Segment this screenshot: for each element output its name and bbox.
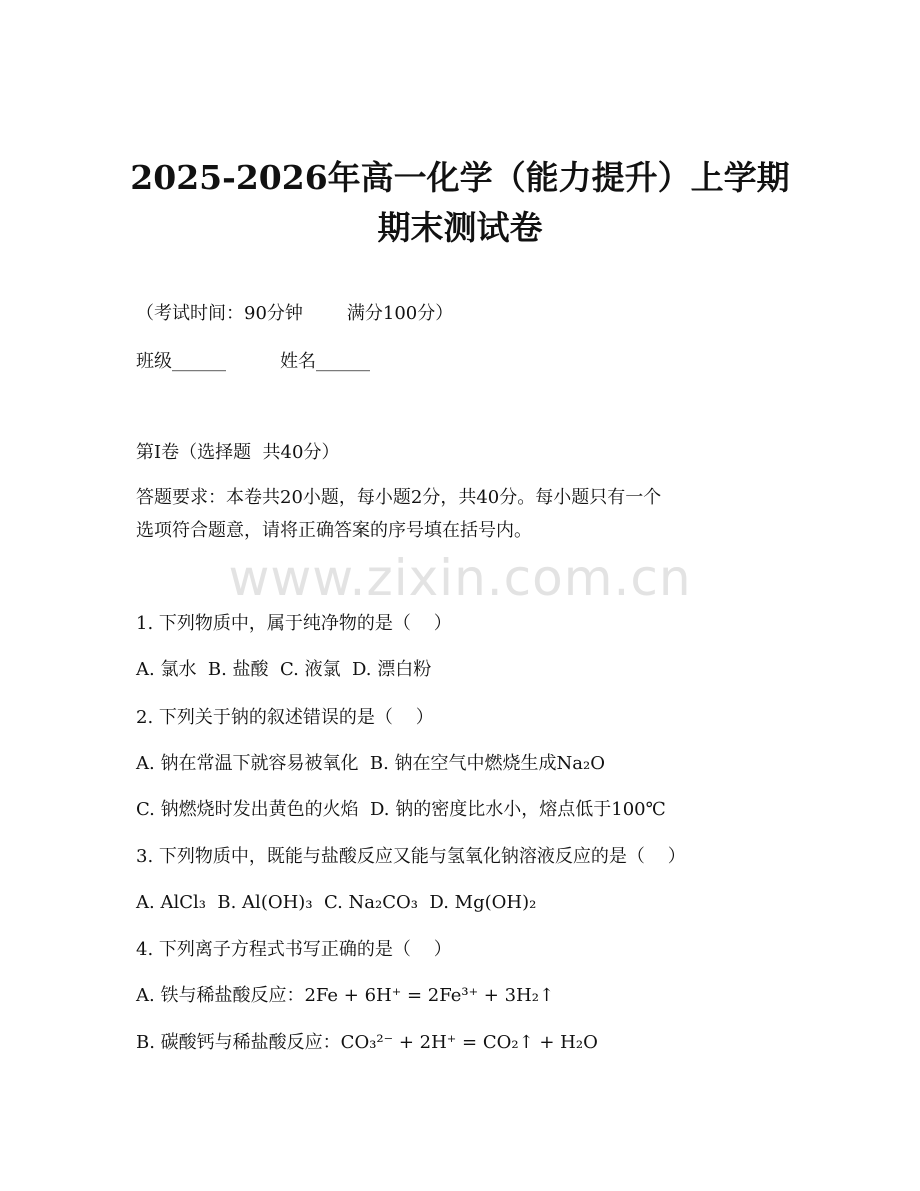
instructions-line-2: 选项符合题意，请将正确答案的序号填在括号内。 — [136, 520, 532, 541]
watermark: www.zixin.com.cn — [228, 549, 692, 607]
student-info-line — [136, 349, 370, 375]
question-4-option-b: B. 碳酸钙与稀盐酸反应：CO₃²⁻ + 2H⁺ = CO₂↑ + H₂O — [136, 1032, 598, 1053]
class-field-label: 班级______ — [136, 351, 226, 372]
name-field-label: 姓名______ — [280, 351, 370, 372]
document-title-line-1: 2025-2026年高一化学（能力提升）上学期 — [130, 158, 790, 197]
section-heading: 第I卷（选择题 共40分） — [136, 442, 340, 463]
question-4-stem: 4. 下列离子方程式书写正确的是（ ） — [136, 939, 452, 960]
question-1-stem: 1. 下列物质中，属于纯净物的是（ ） — [136, 613, 452, 634]
question-1-options: A. 氯水 B. 盐酸 C. 液氯 D. 漂白粉 — [136, 659, 432, 680]
exam-info-line — [136, 301, 453, 327]
question-3-options: A. AlCl₃ B. Al(OH)₃ C. Na₂CO₃ D. Mg(OH)₂ — [136, 892, 537, 913]
exam-score-label: 满分100分） — [346, 303, 454, 324]
question-2-options-ab: A. 钠在常温下就容易被氧化 B. 钠在空气中燃烧生成Na₂O — [136, 753, 606, 774]
exam-time-label: （考试时间：90分钟 — [136, 303, 303, 324]
document-title-line-2: 期末测试卷 — [377, 208, 543, 247]
instructions-line-1: 答题要求：本卷共20小题，每小题2分，共40分。每小题只有一个 — [136, 487, 662, 508]
question-4-option-a: A. 铁与稀盐酸反应：2Fe + 6H⁺ = 2Fe³⁺ + 3H₂↑ — [136, 985, 555, 1006]
question-2-options-cd: C. 钠燃烧时发出黄色的火焰 D. 钠的密度比水小，熔点低于100℃ — [136, 799, 666, 820]
question-2-stem: 2. 下列关于钠的叙述错误的是（ ） — [136, 707, 434, 728]
question-3-stem: 3. 下列物质中，既能与盐酸反应又能与氢氧化钠溶液反应的是（ ） — [136, 846, 686, 867]
